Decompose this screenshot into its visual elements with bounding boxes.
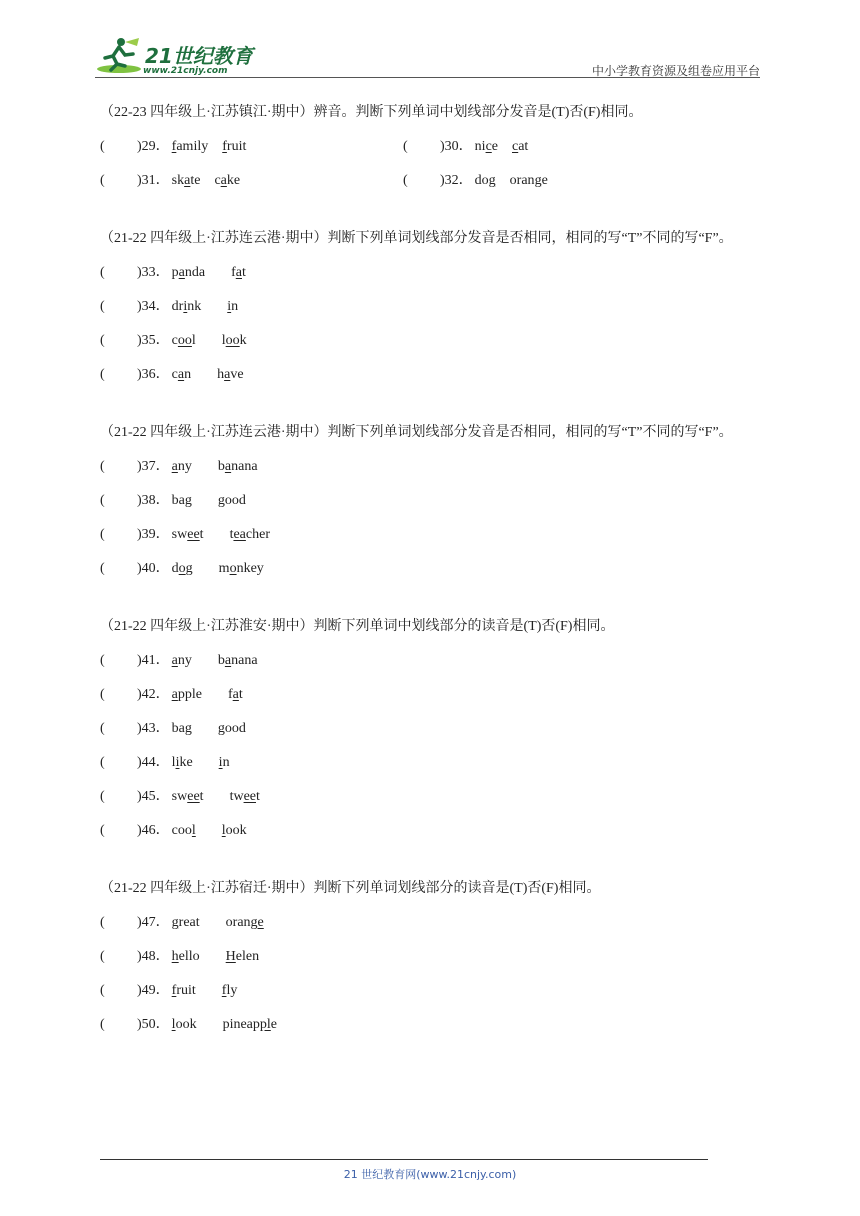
question-number: )36． bbox=[137, 367, 170, 382]
question-section bbox=[100, 222, 765, 392]
underlined-letters: g bbox=[184, 493, 192, 508]
word-part: tw bbox=[229, 789, 244, 804]
question-item bbox=[100, 1008, 277, 1042]
underlined-letters: H bbox=[225, 949, 236, 964]
underlined-letters: l bbox=[191, 823, 196, 838]
underlined-letters: o bbox=[229, 561, 237, 576]
word-first bbox=[172, 906, 200, 940]
word-second bbox=[230, 518, 270, 552]
question-item bbox=[100, 130, 246, 164]
word-second bbox=[218, 644, 258, 678]
word-first bbox=[172, 814, 196, 848]
word-part: l bbox=[171, 755, 176, 770]
word-part: ello bbox=[178, 949, 200, 964]
word-part: d bbox=[171, 561, 179, 576]
word-part: amily bbox=[176, 139, 209, 154]
platform-name: 中小学教育资源及组卷应用平台 bbox=[591, 64, 760, 78]
word-part: c bbox=[171, 333, 178, 348]
logo-url: www.21cnjy.com bbox=[143, 66, 228, 76]
word-part: nana bbox=[231, 459, 258, 474]
word-part: oran bbox=[225, 915, 251, 930]
word-part: h bbox=[217, 367, 225, 382]
question-row bbox=[100, 974, 765, 1008]
answer-blank[interactable]: ( bbox=[100, 983, 105, 998]
answer-blank[interactable]: ( bbox=[403, 139, 408, 154]
word-second bbox=[226, 906, 264, 940]
question-row bbox=[100, 130, 765, 164]
underlined-letters: o bbox=[178, 561, 186, 576]
word-first bbox=[172, 358, 191, 392]
word-part: elen bbox=[235, 949, 260, 964]
section-instruction: （22-23 四年级上·江苏镇江·期中）辨音。判断下列单词中划线部分发音是(T)否(F)相同。 bbox=[100, 105, 643, 120]
word-part: c bbox=[171, 367, 178, 382]
question-number: )41． bbox=[137, 653, 170, 668]
footer-divider bbox=[100, 1159, 708, 1160]
word-part: ke bbox=[226, 173, 241, 188]
underlined-letters: i bbox=[175, 755, 180, 770]
question-row bbox=[100, 484, 765, 518]
word-first bbox=[172, 450, 192, 484]
word-part: t bbox=[242, 265, 246, 280]
word-part: t bbox=[238, 687, 243, 702]
underlined-letters: a bbox=[177, 367, 185, 382]
question-row bbox=[100, 552, 765, 586]
underlined-letters: ea bbox=[233, 527, 246, 542]
word-second bbox=[218, 450, 258, 484]
answer-blank[interactable]: ( bbox=[100, 459, 105, 474]
underlined-letters: i bbox=[218, 755, 223, 770]
question-section bbox=[100, 610, 765, 848]
underlined-letters: f bbox=[171, 983, 177, 998]
question-item bbox=[100, 518, 270, 552]
question-section bbox=[100, 872, 765, 1042]
underlined-letters: c bbox=[485, 139, 492, 154]
question-number: )30． bbox=[440, 139, 473, 154]
question-row bbox=[100, 712, 765, 746]
underlined-letters: a bbox=[220, 173, 227, 188]
question-number: )49． bbox=[137, 983, 170, 998]
word-part: e bbox=[541, 173, 548, 188]
question-item bbox=[100, 358, 244, 392]
question-number: )46． bbox=[137, 823, 170, 838]
word-part: coo bbox=[171, 823, 192, 838]
word-part: e bbox=[491, 139, 498, 154]
question-row bbox=[100, 256, 765, 290]
question-number: )42． bbox=[137, 687, 170, 702]
question-row bbox=[100, 780, 765, 814]
answer-blank[interactable]: ( bbox=[100, 561, 105, 576]
word-first bbox=[172, 940, 200, 974]
page-footer: 21 世纪教育网(www.21cnjy.com) bbox=[343, 1168, 517, 1181]
word-part: sw bbox=[171, 527, 188, 542]
underlined-letters: oo bbox=[177, 333, 192, 348]
question-row bbox=[100, 358, 765, 392]
word-first bbox=[475, 164, 496, 198]
logo bbox=[95, 36, 265, 76]
answer-blank[interactable]: ( bbox=[100, 687, 105, 702]
word-part: k bbox=[239, 333, 247, 348]
question-row bbox=[100, 1008, 765, 1042]
answer-blank[interactable]: ( bbox=[100, 367, 105, 382]
underlined-letters: ee bbox=[187, 789, 200, 804]
word-first bbox=[475, 130, 498, 164]
header-divider bbox=[95, 77, 760, 78]
word-second bbox=[230, 780, 260, 814]
word-part: ruit bbox=[176, 983, 196, 998]
word-part: ke bbox=[179, 755, 193, 770]
word-first bbox=[172, 484, 192, 518]
question-number: )39． bbox=[137, 527, 170, 542]
answer-blank[interactable]: ( bbox=[100, 823, 105, 838]
question-number: )50． bbox=[137, 1017, 170, 1032]
word-part: ve bbox=[230, 367, 244, 382]
word-first bbox=[172, 746, 193, 780]
section-instruction: （21-22 四年级上·江苏连云港·期中）判断下列单词划线部分发音是否相同，相同的写“T”不同的写“F”。 bbox=[100, 425, 733, 440]
word-part: ook bbox=[225, 823, 247, 838]
logo-text: 21世纪教育 bbox=[145, 44, 253, 68]
question-row bbox=[100, 164, 765, 198]
underlined-letters: a bbox=[178, 265, 185, 280]
question-row bbox=[100, 450, 765, 484]
answer-blank[interactable]: ( bbox=[100, 653, 105, 668]
word-part: ood bbox=[224, 721, 246, 736]
underlined-letters: g bbox=[171, 915, 179, 930]
question-number: )47． bbox=[137, 915, 170, 930]
question-section bbox=[100, 416, 765, 586]
question-item bbox=[100, 324, 247, 358]
word-second bbox=[214, 164, 240, 198]
question-item bbox=[100, 940, 259, 974]
word-part: n bbox=[184, 367, 192, 382]
answer-blank[interactable]: ( bbox=[100, 721, 105, 736]
word-first bbox=[172, 1008, 197, 1042]
answer-blank[interactable]: ( bbox=[100, 527, 105, 542]
word-part: ny bbox=[177, 653, 192, 668]
question-item bbox=[100, 164, 240, 198]
question-item bbox=[100, 450, 258, 484]
question-item bbox=[100, 712, 246, 746]
underlined-letters: g bbox=[184, 721, 192, 736]
question-item bbox=[100, 552, 264, 586]
answer-blank[interactable]: ( bbox=[100, 1017, 105, 1032]
word-part: g bbox=[185, 561, 193, 576]
section-instruction: （21-22 四年级上·江苏连云港·期中）判断下列单词划线部分发音是否相同，相同的写“T”不同的写“F”。 bbox=[100, 231, 733, 246]
word-first bbox=[172, 130, 209, 164]
question-item bbox=[100, 256, 246, 290]
underlined-letters: i bbox=[183, 299, 188, 314]
question-item bbox=[100, 644, 258, 678]
question-number: )33． bbox=[137, 265, 170, 280]
word-part: c bbox=[214, 173, 221, 188]
question-item bbox=[100, 780, 260, 814]
word-part: f bbox=[228, 687, 233, 702]
word-second bbox=[226, 940, 259, 974]
runner-logo-icon bbox=[95, 36, 143, 76]
word-second bbox=[219, 552, 264, 586]
question-number: )38． bbox=[137, 493, 170, 508]
word-part: l bbox=[221, 333, 226, 348]
answer-blank[interactable]: ( bbox=[100, 333, 105, 348]
answer-blank[interactable]: ( bbox=[100, 299, 105, 314]
word-second bbox=[222, 814, 247, 848]
word-part: reat bbox=[178, 915, 200, 930]
question-row bbox=[100, 324, 765, 358]
underlined-letters: a bbox=[232, 687, 239, 702]
answer-blank[interactable]: ( bbox=[100, 173, 105, 188]
word-part: do bbox=[474, 173, 489, 188]
word-part: l bbox=[191, 333, 196, 348]
underlined-letters: g bbox=[217, 721, 225, 736]
word-second bbox=[218, 484, 246, 518]
answer-blank[interactable]: ( bbox=[100, 493, 105, 508]
word-part: b bbox=[217, 653, 225, 668]
underlined-letters: l bbox=[171, 1017, 176, 1032]
question-row bbox=[100, 678, 765, 712]
underlined-letters: f bbox=[222, 139, 227, 154]
word-part: f bbox=[231, 265, 236, 280]
word-second bbox=[510, 164, 548, 198]
word-first bbox=[172, 324, 196, 358]
word-part: pineap bbox=[222, 1017, 260, 1032]
word-part: at bbox=[518, 139, 529, 154]
question-item bbox=[100, 814, 247, 848]
underlined-letters: a bbox=[184, 173, 191, 188]
word-part: ood bbox=[224, 493, 246, 508]
question-item bbox=[403, 130, 528, 164]
word-part: m bbox=[218, 561, 230, 576]
underlined-letters: ge bbox=[250, 915, 264, 930]
underlined-letters: a bbox=[224, 459, 232, 474]
word-part: b bbox=[217, 459, 225, 474]
word-part: t bbox=[199, 527, 204, 542]
answer-blank[interactable]: ( bbox=[100, 755, 105, 770]
question-number: )32． bbox=[440, 173, 473, 188]
word-part: ny bbox=[177, 459, 192, 474]
question-row bbox=[100, 644, 765, 678]
word-part: dr bbox=[171, 299, 184, 314]
underlined-letters: oo bbox=[225, 333, 240, 348]
question-item bbox=[100, 974, 237, 1008]
word-first bbox=[172, 518, 204, 552]
answer-blank[interactable]: ( bbox=[100, 949, 105, 964]
word-second bbox=[227, 290, 238, 324]
question-number: )48． bbox=[137, 949, 170, 964]
word-second bbox=[217, 358, 243, 392]
word-part: sk bbox=[171, 173, 185, 188]
word-second bbox=[231, 256, 246, 290]
question-number: )34． bbox=[137, 299, 170, 314]
underlined-letters: g bbox=[217, 493, 225, 508]
word-second bbox=[223, 1008, 277, 1042]
section-instruction: （21-22 四年级上·江苏宿迁·期中）判断下列单词划线部分的读音是(T)否(F)相同。 bbox=[100, 881, 601, 896]
question-section bbox=[100, 96, 765, 198]
question-row bbox=[100, 940, 765, 974]
word-part: nk bbox=[187, 299, 202, 314]
underlined-letters: a bbox=[235, 265, 242, 280]
word-first bbox=[172, 712, 192, 746]
answer-blank[interactable]: ( bbox=[403, 173, 408, 188]
question-row bbox=[100, 290, 765, 324]
word-part: n bbox=[222, 755, 230, 770]
word-part: sw bbox=[171, 789, 188, 804]
word-first bbox=[172, 678, 202, 712]
word-first bbox=[172, 644, 192, 678]
section-instruction: （21-22 四年级上·江苏淮安·期中）判断下列单词中划线部分的读音是(T)否(F)相同。 bbox=[100, 619, 615, 634]
question-number: )31． bbox=[137, 173, 170, 188]
word-second bbox=[222, 130, 246, 164]
word-part: t bbox=[229, 527, 234, 542]
question-row bbox=[100, 814, 765, 848]
word-second bbox=[218, 712, 246, 746]
underlined-letters: a bbox=[224, 367, 231, 382]
word-part: nana bbox=[231, 653, 258, 668]
word-first bbox=[172, 164, 201, 198]
word-part: t bbox=[199, 789, 204, 804]
word-part: pple bbox=[177, 687, 202, 702]
question-item bbox=[100, 484, 246, 518]
word-part: e bbox=[270, 1017, 277, 1032]
question-number: )45． bbox=[137, 789, 170, 804]
word-second bbox=[222, 324, 247, 358]
underlined-letters: a bbox=[224, 653, 232, 668]
underlined-letters: f bbox=[221, 983, 227, 998]
underlined-letters: a bbox=[171, 687, 178, 702]
word-part: n bbox=[231, 299, 239, 314]
question-number: )35． bbox=[137, 333, 170, 348]
underlined-letters: f bbox=[171, 139, 177, 154]
underlined-letters: g bbox=[534, 173, 542, 188]
word-second bbox=[512, 130, 528, 164]
underlined-letters: pl bbox=[259, 1017, 271, 1032]
word-part: te bbox=[190, 173, 201, 188]
answer-blank[interactable]: ( bbox=[100, 139, 105, 154]
word-second bbox=[228, 678, 243, 712]
underlined-letters: a bbox=[171, 459, 178, 474]
question-number: )43． bbox=[137, 721, 170, 736]
question-number: )29． bbox=[137, 139, 170, 154]
page-header bbox=[95, 30, 760, 80]
question-item bbox=[403, 164, 548, 198]
word-second bbox=[222, 974, 238, 1008]
word-part: ba bbox=[171, 721, 185, 736]
word-first bbox=[172, 974, 196, 1008]
word-part: ly bbox=[226, 983, 238, 998]
word-part: ook bbox=[175, 1017, 197, 1032]
word-part: t bbox=[256, 789, 260, 804]
word-part: cher bbox=[245, 527, 270, 542]
answer-blank[interactable]: ( bbox=[100, 915, 105, 930]
word-part: p bbox=[171, 265, 179, 280]
exercise-content bbox=[100, 96, 765, 1066]
underlined-letters: h bbox=[171, 949, 179, 964]
word-first bbox=[172, 290, 202, 324]
word-part: oran bbox=[509, 173, 535, 188]
question-item bbox=[100, 678, 243, 712]
question-number: )44． bbox=[137, 755, 170, 770]
word-second bbox=[219, 746, 230, 780]
underlined-letters: l bbox=[221, 823, 226, 838]
underlined-letters: g bbox=[488, 173, 496, 188]
answer-blank[interactable]: ( bbox=[100, 265, 105, 280]
question-number: )37． bbox=[137, 459, 170, 474]
question-item bbox=[100, 290, 238, 324]
underlined-letters: c bbox=[512, 139, 519, 154]
question-number: )40． bbox=[137, 561, 170, 576]
word-part: ruit bbox=[226, 139, 247, 154]
question-row bbox=[100, 906, 765, 940]
word-part: ni bbox=[474, 139, 486, 154]
word-part: nkey bbox=[236, 561, 264, 576]
underlined-letters: i bbox=[227, 299, 232, 314]
question-item bbox=[100, 906, 264, 940]
word-first bbox=[172, 552, 193, 586]
word-first bbox=[172, 256, 205, 290]
underlined-letters: ee bbox=[243, 789, 256, 804]
question-row bbox=[100, 518, 765, 552]
question-row bbox=[100, 746, 765, 780]
answer-blank[interactable]: ( bbox=[100, 789, 105, 804]
question-item bbox=[100, 746, 230, 780]
underlined-letters: ee bbox=[187, 527, 200, 542]
underlined-letters: a bbox=[171, 653, 178, 668]
word-part: ba bbox=[171, 493, 185, 508]
word-first bbox=[172, 780, 204, 814]
word-part: nda bbox=[184, 265, 206, 280]
